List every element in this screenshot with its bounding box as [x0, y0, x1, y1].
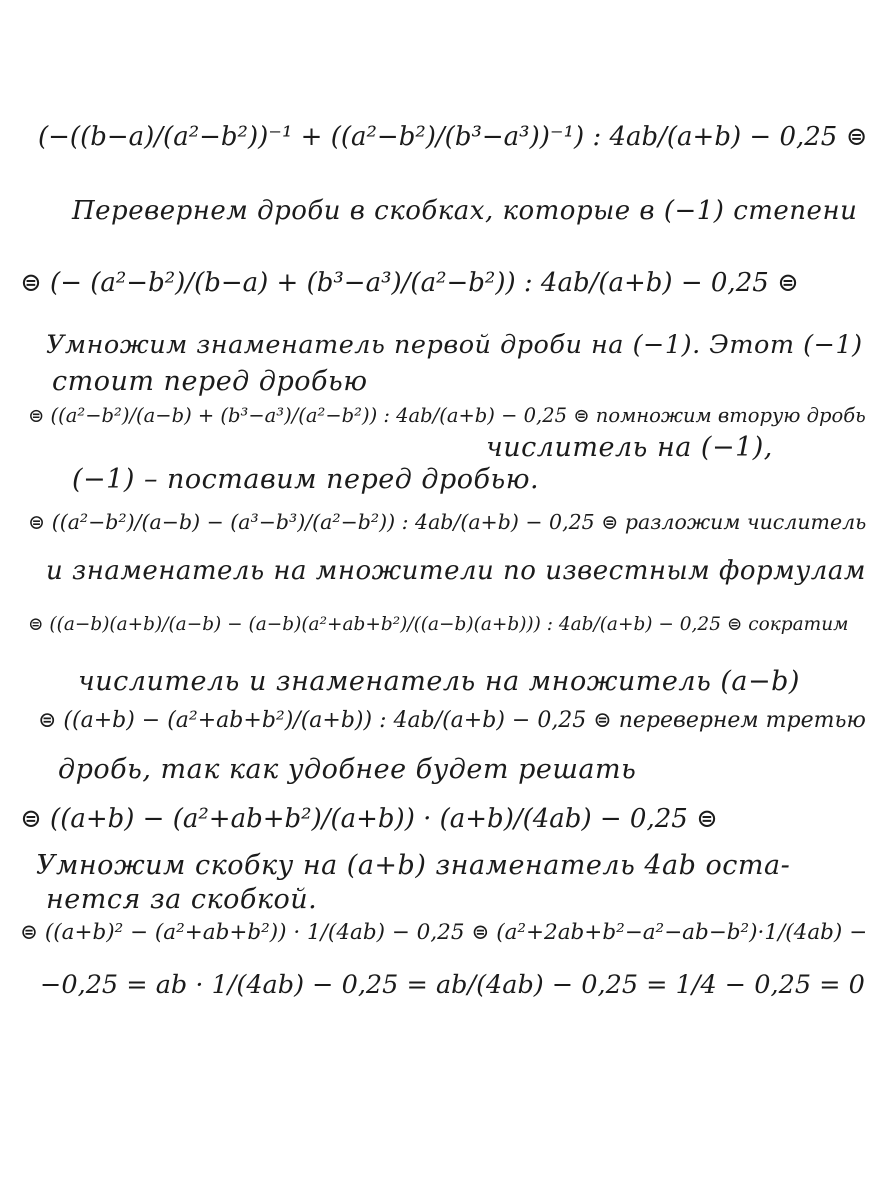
expression-line: ⊜ (− (a²−b²)/(b−a) + (b³−a³)/(a²−b²)) : 4ab/(a+b) − 0,25 ⊜ [20, 268, 799, 298]
explanation-line: и знаменатель на множители по известным формулам [46, 556, 866, 586]
expression-line: ⊜ ((a²−b²)/(a−b) + (b³−a³)/(a²−b²)) : 4ab/(a+b) − 0,25 ⊜ помножим вторую дробь [28, 404, 866, 427]
explanation-line: дробь, так как удобнее будет решать [58, 754, 637, 785]
expression-line: −0,25 = ab · 1/(4ab) − 0,25 = ab/(4ab) − 0,25 = 1/4 − 0,25 = 0 [40, 970, 865, 1000]
expression-line: ⊜ ((a+b) − (a²+ab+b²)/(a+b)) : 4ab/(a+b) − 0,25 ⊜ перевернем третью [38, 708, 866, 733]
explanation-line: Перевернем дроби в скобках, которые в (−1) степени [72, 196, 858, 226]
expression-line: ⊜ ((a−b)(a+b)/(a−b) − (a−b)(a²+ab+b²)/((a−b)(a+b))) : 4ab/(a+b) − 0,25 ⊜ сократим [28, 614, 849, 635]
explanation-line: Умножим скобку на (a+b) знаменатель 4ab оста- [36, 850, 791, 881]
explanation-line: Умножим знаменатель первой дроби на (−1). Этот (−1) [46, 330, 863, 360]
expression-line: ⊜ ((a+b)² − (a²+ab+b²)) · 1/(4ab) − 0,25 ⊜ (a²+2ab+b²−a²−ab−b²)·1/(4ab) − [20, 920, 868, 945]
explanation-line: (−1) – поставим перед дробью. [72, 464, 540, 495]
expression-line: (−((b−a)/(a²−b²))⁻¹ + ((a²−b²)/(b³−a³))⁻¹) : 4ab/(a+b) − 0,25 ⊜ [38, 122, 868, 152]
explanation-line: числитель и знаменатель на множитель (a−b) [78, 666, 800, 697]
expression-line: ⊜ ((a+b) − (a²+ab+b²)/(a+b)) · (a+b)/(4ab) − 0,25 ⊜ [20, 804, 718, 834]
explanation-line: числитель на (−1), [486, 432, 773, 463]
explanation-line: стоит перед дробью [52, 366, 368, 397]
expression-line: ⊜ ((a²−b²)/(a−b) − (a³−b³)/(a²−b²)) : 4ab/(a+b) − 0,25 ⊜ разложим числитель [28, 510, 867, 534]
explanation-line: нется за скобкой. [46, 884, 318, 915]
